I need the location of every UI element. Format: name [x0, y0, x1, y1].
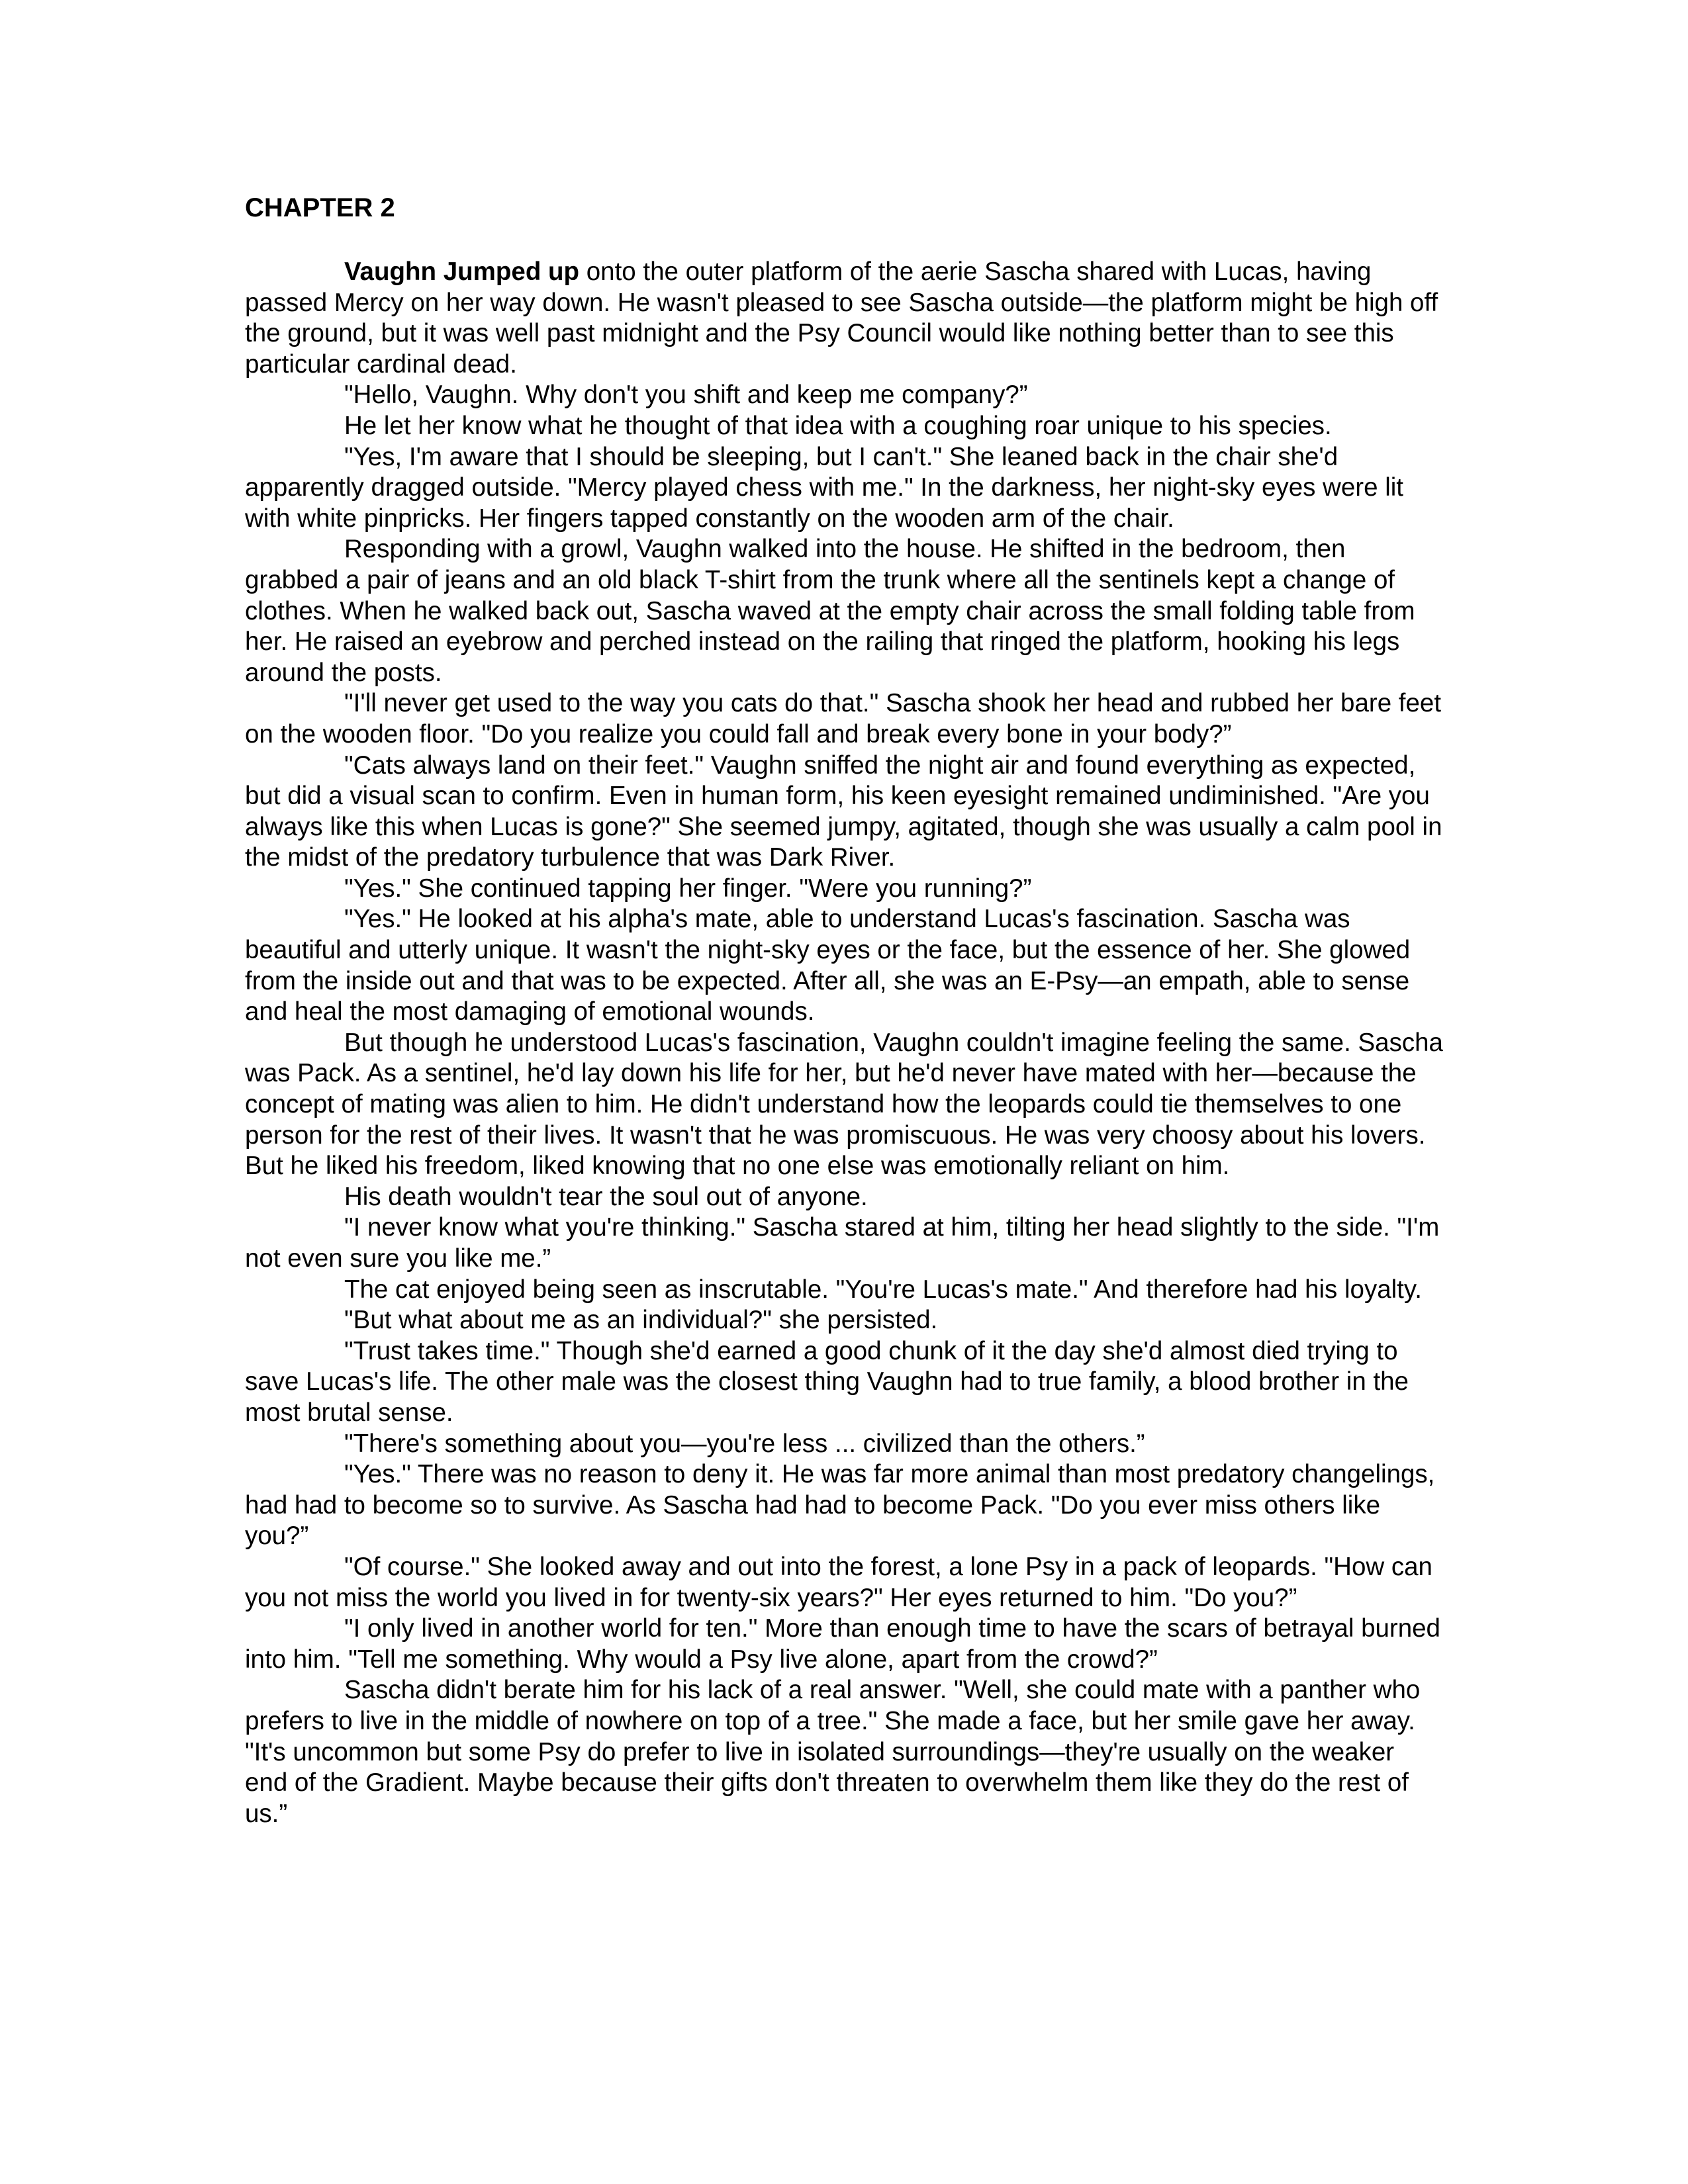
paragraph-text: "I never know what you're thinking." Sascha stared at him, tilting her head slightly to the side. "I'm not even sure you like me.”	[245, 1213, 1440, 1273]
paragraph-text: "Hello, Vaughn. Why don't you shift and keep me company?”	[344, 381, 1028, 410]
paragraph-text: "Trust takes time." Though she'd earned a good chunk of it the day she'd almost died trying to save Lucas's life. The other male was the closest thing Vaughn had to true family, a blood brother in the most brutal sense.	[245, 1336, 1409, 1427]
paragraph-text: He let her know what he thought of that idea with a coughing roar unique to his species.	[344, 411, 1332, 440]
paragraph-text: "Yes." There was no reason to deny it. He was far more animal than most predatory changelings, had had to become so to survive. As Sascha had had to become Pack. "Do you ever miss others like you?”	[245, 1460, 1435, 1551]
paragraph	[245, 874, 1443, 905]
paragraph	[245, 1675, 1443, 1829]
paragraph-lead-in: Vaughn Jumped up	[344, 257, 580, 286]
paragraph	[245, 1552, 1443, 1614]
paragraph	[245, 1028, 1443, 1182]
paragraph-text: "Yes." He looked at his alpha's mate, able to understand Lucas's fascination. Sascha was beautiful and utterly unique. It wasn't the night-sky eyes or the face, but the essence of her. She glowed from the inside out and that was to be expected. After all, she was an E-Psy—an empath, able to sense and heal the most damaging of emotional wounds.	[245, 905, 1411, 1026]
paragraph-text: Responding with a growl, Vaughn walked into the house. He shifted in the bedroom, then grabbed a pair of jeans and an old black T-shirt from the trunk where all the sentinels kept a change of clothes. When he walked back out, Sascha waved at the empty chair across the small folding table from her. He raised an eyebrow and perched instead on the railing that ringed the platform, hooking his legs around the posts.	[245, 535, 1415, 687]
paragraph-text: His death wouldn't tear the soul out of anyone.	[344, 1182, 868, 1211]
paragraph	[245, 1459, 1443, 1552]
paragraph-text: "There's something about you—you're less ... civilized than the others.”	[344, 1429, 1145, 1458]
chapter-title: CHAPTER 2	[245, 193, 395, 222]
chapter-content	[245, 192, 1443, 1829]
paragraph	[245, 1429, 1443, 1460]
paragraph-text: "I'll never get used to the way you cats do that." Sascha shook her head and rubbed her bare feet on the wooden floor. "Do you realize you could fall and break every bone in your body?”	[245, 689, 1442, 749]
paragraph	[245, 257, 1443, 380]
paragraph	[245, 1182, 1443, 1213]
paragraph	[245, 751, 1443, 874]
paragraph	[245, 1336, 1443, 1429]
paragraph-text: "Yes, I'm aware that I should be sleeping, but I can't." She leaned back in the chair she'd apparently dragged outside. "Mercy played chess with me." In the darkness, her night-sky eyes were lit with white pinpricks. Her fingers tapped constantly on the wooden arm of the chair.	[245, 442, 1404, 533]
paragraph	[245, 534, 1443, 688]
paragraph	[245, 904, 1443, 1027]
paragraph-text: "Yes." She continued tapping her finger. "Were you running?”	[344, 874, 1032, 903]
paragraph-text: onto the outer platform of the aerie Sascha shared with Lucas, having passed Mercy on her way down. He wasn't pleased to see Sascha outside—the platform might be high off the ground, but it was well past midnight and the Psy Council would like nothing better than to see this particular cardinal dead.	[245, 257, 1438, 379]
paragraph	[245, 380, 1443, 411]
paragraph-text: "I only lived in another world for ten." More than enough time to have the scars of betrayal burned into him. "Tell me something. Why would a Psy live alone, apart from the crowd?”	[245, 1614, 1440, 1674]
paragraph-text: The cat enjoyed being seen as inscrutable. "You're Lucas's mate." And therefore had his loyalty.	[344, 1275, 1422, 1304]
paragraph	[245, 442, 1443, 535]
paragraph-text: But though he understood Lucas's fascination, Vaughn couldn't imagine feeling the same. Sascha was Pack. As a sentinel, he'd lay down his life for her, but he'd never have mated with her—because the concept of mating was alien to him. He didn't understand how the leopards could tie themselves to one person for the rest of their lives. It wasn't that he was promiscuous. He was very choosy about his lovers. But he liked his freedom, liked knowing that no one else was emotionally reliant on him.	[245, 1028, 1443, 1181]
paragraph	[245, 1275, 1443, 1306]
chapter-body	[245, 257, 1443, 1829]
paragraph-text: "But what about me as an individual?" she persisted.	[344, 1306, 938, 1335]
paragraph	[245, 688, 1443, 750]
paragraph-text: Sascha didn't berate him for his lack of a real answer. "Well, she could mate with a panther who prefers to live in the middle of nowhere on top of a tree." She made a face, but her smile gave her away. "It's uncommon but some Psy do prefer to live in isolated surroundings—they're usually on the weaker end of the Gradient. Maybe because their gifts don't threaten to overwhelm them like they do the rest of us.”	[245, 1676, 1421, 1828]
paragraph-text: "Of course." She looked away and out into the forest, a lone Psy in a pack of leopards. "How can you not miss the world you lived in for twenty-six years?" Her eyes returned to him. "Do you?”	[245, 1552, 1432, 1612]
paragraph-text: "Cats always land on their feet." Vaughn sniffed the night air and found everything as expected, but did a visual scan to confirm. Even in human form, his keen eyesight remained undiminished. "Are you always like this when Lucas is gone?" She seemed jumpy, agitated, though she was usually a calm pool in the midst of the predatory turbulence that was Dark River.	[245, 751, 1442, 872]
paragraph	[245, 411, 1443, 442]
paragraph	[245, 1305, 1443, 1336]
paragraph	[245, 1212, 1443, 1274]
paragraph	[245, 1614, 1443, 1675]
